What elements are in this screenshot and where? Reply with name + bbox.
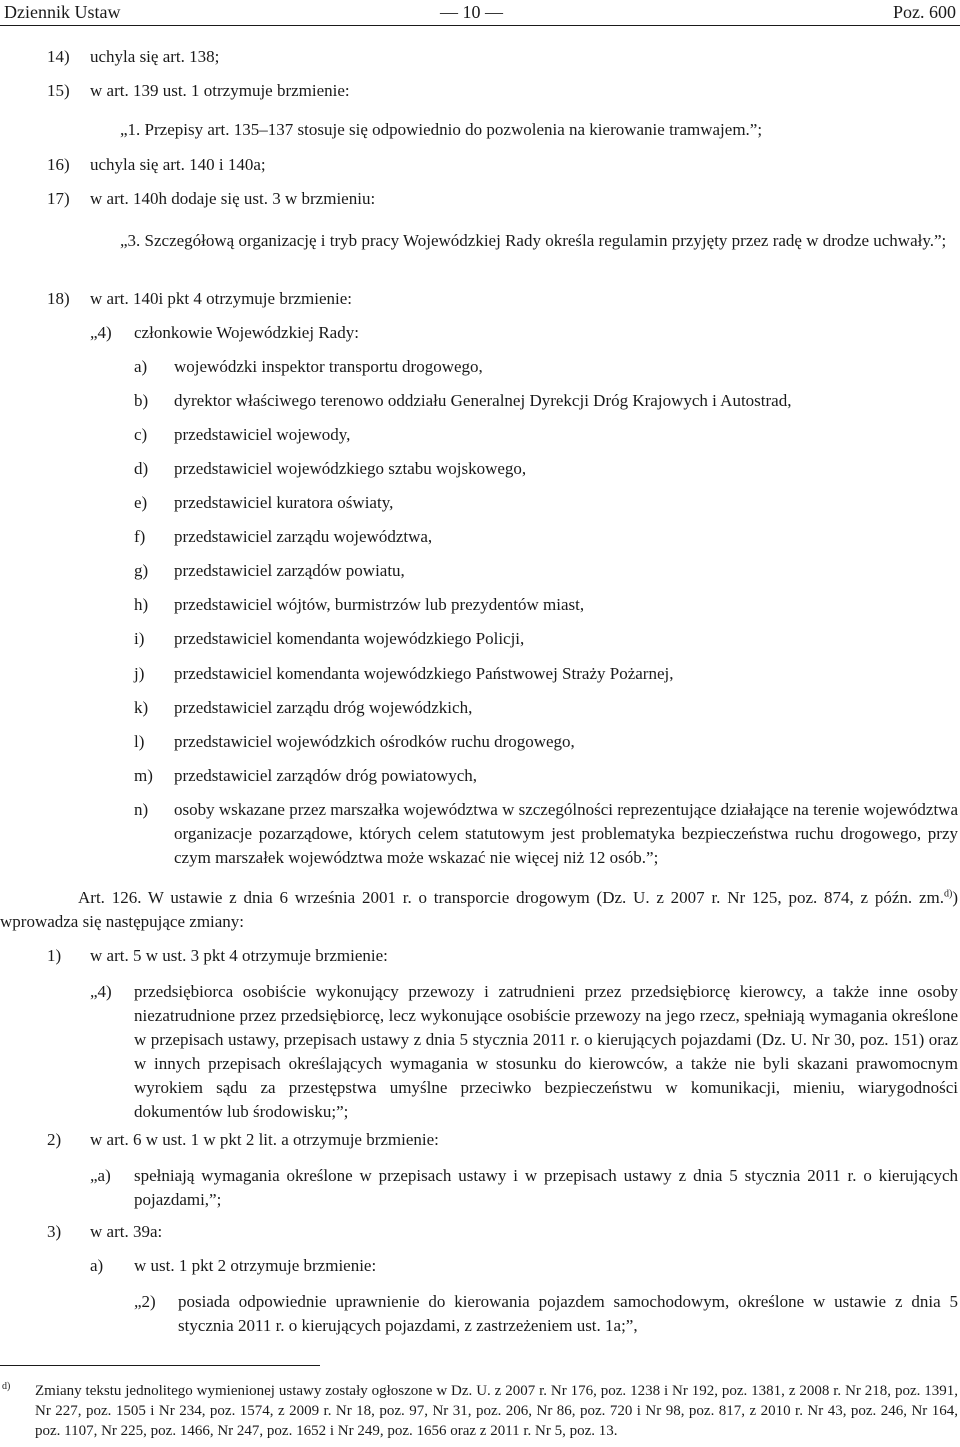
point-2-quote-text: spełniają wymagania określone w przepisach ustawy i w przepisach ustawy z dnia 5 stycznia 2011 r. o kierujących pojazdami,”; bbox=[134, 1166, 958, 1209]
list-item-m-text: przedstawiciel zarządów dróg powiatowych, bbox=[174, 766, 478, 785]
list-item-e-text: przedstawiciel kuratora oświaty, bbox=[174, 493, 394, 512]
point-1-number: 1) bbox=[47, 946, 62, 965]
item-17-quote: „3. Szczegółową organizację i tryb pracy Wojewódzkiej Rady określa regulamin przyjęty przez radę w drodze uchwały.”; bbox=[120, 231, 947, 250]
item-14-number: 14) bbox=[47, 47, 70, 66]
point-1-quote-text: przedsiębiorca osobiście wykonujący przewozy i zatrudnieni przez przedsiębiorcę kierowcy, a także inne osoby niezatrudnione przez przedsiębiorcę, lecz wykonujące osobiście przewozy na jego rzecz, spełniają wymagania określone w przepisach ustawy, przepisach ustawy z dnia 5 stycznia 2011 r. o kierujących pojazdami (Dz. U. Nr 30, poz. 151) oraz w innych przepisach określających wymagania w stosunku do kierowców, a także nie byli skazani prawomocnym wyrokiem sądu za przestępstwa umyślne przeciwko bezpieczeństwu w komunikacji, mieniu, wiarygodności dokumentów lub środowisku;”; bbox=[134, 982, 958, 1121]
item-15-number: 15) bbox=[47, 81, 70, 100]
point-1-text: w art. 5 w ust. 3 pkt 4 otrzymuje brzmienie: bbox=[90, 946, 388, 965]
list-item-g-letter: g) bbox=[134, 561, 149, 580]
footnote-mark: d) bbox=[2, 1381, 11, 1392]
list-item-l-text: przedstawiciel wojewódzkich ośrodków ruchu drogowego, bbox=[174, 732, 575, 751]
list-item-d-letter: d) bbox=[134, 459, 149, 478]
item-15-text: w art. 139 ust. 1 otrzymuje brzmienie: bbox=[90, 81, 350, 100]
list-item-i-letter: i) bbox=[134, 629, 145, 648]
item-16-text: uchyla się art. 140 i 140a; bbox=[90, 155, 266, 174]
item-16-number: 16) bbox=[47, 155, 70, 174]
point-2-quote-number: „a) bbox=[90, 1166, 111, 1185]
point-3a-text: w ust. 1 pkt 2 otrzymuje brzmienie: bbox=[134, 1256, 377, 1275]
list-item-b-letter: b) bbox=[134, 391, 149, 410]
footnote-text: Zmiany tekstu jednolitego wymienionej ustawy zostały ogłoszone w Dz. U. z 2007 r. Nr 176, poz. 1238 i Nr 192, poz. 1381, z 2008 r. Nr 218, poz. 1391, Nr 227, poz. 1505 i Nr 234, poz. 1574, z 2009 r. Nr 18, poz. 97, Nr 31, poz. 206, Nr 86, poz. 720 i Nr 98, poz. 817, z 2010 r. Nr 43, poz. 246, Nr 164, poz. 1107, Nr 225, poz. 1466, Nr 247, poz. 1652 i Nr 249, poz. 1656 oraz z 2011 r. Nr 5, poz. 13. bbox=[35, 1383, 958, 1439]
footnote-rule bbox=[0, 1365, 320, 1366]
item-18-text: w art. 140i pkt 4 otrzymuje brzmienie: bbox=[90, 289, 353, 308]
point-2-text: w art. 6 w ust. 1 w pkt 2 lit. a otrzymuje brzmienie: bbox=[90, 1130, 439, 1149]
item-18-quote-text: członkowie Wojewódzkiej Rady: bbox=[134, 323, 359, 342]
list-item-j-text: przedstawiciel komendanta wojewódzkiego Państwowej Straży Pożarnej, bbox=[174, 664, 674, 683]
item-17-number: 17) bbox=[47, 189, 70, 208]
list-item-l-letter: l) bbox=[134, 732, 145, 751]
list-item-c-letter: c) bbox=[134, 425, 148, 444]
list-item-e-letter: e) bbox=[134, 493, 148, 512]
point-2-number: 2) bbox=[47, 1130, 62, 1149]
list-item-n-letter: n) bbox=[134, 800, 149, 819]
list-item-i-text: przedstawiciel komendanta wojewódzkiego Policji, bbox=[174, 629, 525, 648]
page-header bbox=[0, 0, 960, 25]
list-item-k-letter: k) bbox=[134, 698, 149, 717]
list-item-f-letter: f) bbox=[134, 527, 146, 546]
point-1-quote-number: „4) bbox=[90, 982, 112, 1001]
list-item-g-text: przedstawiciel zarządów powiatu, bbox=[174, 561, 405, 580]
list-item-d-text: przedstawiciel wojewódzkiego sztabu wojskowego, bbox=[174, 459, 527, 478]
list-item-m-letter: m) bbox=[134, 766, 153, 785]
item-17-text: w art. 140h dodaje się ust. 3 w brzmieniu: bbox=[90, 189, 376, 208]
header-rule bbox=[0, 25, 960, 26]
list-item-h-letter: h) bbox=[134, 595, 149, 614]
list-item-h-text: przedstawiciel wójtów, burmistrzów lub prezydentów miast, bbox=[174, 595, 585, 614]
footnote bbox=[0, 1381, 958, 1441]
list-item-n-text: osoby wskazane przez marszałka województwa w szczególności reprezentujące działające na terenie województwa organizacje pozarządowe, których celem statutowym jest problematyka bezpieczeństwa ruchu drogowego, przy czym marszałek województwa może wskazać nie więcej niż 12 osób.”; bbox=[174, 800, 958, 867]
list-item-a-letter: a) bbox=[134, 357, 148, 376]
list-item-a-text: wojewódzki inspektor transportu drogowego, bbox=[174, 357, 483, 376]
item-18-number: 18) bbox=[47, 289, 70, 308]
position-number: Poz. 600 bbox=[893, 2, 956, 22]
point-3-text: w art. 39a: bbox=[90, 1222, 163, 1241]
point-3-number: 3) bbox=[47, 1222, 62, 1241]
point-3a-quote-text: posiada odpowiednie uprawnienie do kierowania pojazdem samochodowym, określone w ustawie z dnia 5 stycznia 2011 r. o kierujących pojazdami, z zastrzeżeniem ust. 1a;”, bbox=[178, 1292, 958, 1335]
item-14-text: uchyla się art. 138; bbox=[90, 47, 220, 66]
page-number: — 10 — bbox=[440, 2, 503, 22]
list-item-c-text: przedstawiciel wojewody, bbox=[174, 425, 351, 444]
point-3a-letter: a) bbox=[90, 1256, 104, 1275]
footnote-ref-d: d) bbox=[943, 888, 953, 900]
list-item-k-text: przedstawiciel zarządu dróg wojewódzkich, bbox=[174, 698, 473, 717]
journal-title: Dziennik Ustaw bbox=[4, 2, 121, 22]
article-126-intro: Art. 126. W ustawie z dnia 6 września 2001 r. o transporcie drogowym (Dz. U. z 2007 r. Nr 125, poz. 874, z późn. zm.$^{d)}$) wprowadza się następujące zmiany: bbox=[0, 888, 958, 931]
item-18-quote-number: „4) bbox=[90, 323, 112, 342]
list-item-j-letter: j) bbox=[134, 664, 145, 683]
point-3a-quote-number: „2) bbox=[134, 1292, 156, 1311]
list-item-b-text: dyrektor właściwego terenowo oddziału Generalnej Dyrekcji Dróg Krajowych i Autostrad, bbox=[174, 391, 792, 410]
list-item-f-text: przedstawiciel zarządu województwa, bbox=[174, 527, 433, 546]
item-15-quote: „1. Przepisy art. 135–137 stosuje się odpowiednio do pozwolenia na kierowanie tramwajem.”; bbox=[120, 120, 763, 139]
